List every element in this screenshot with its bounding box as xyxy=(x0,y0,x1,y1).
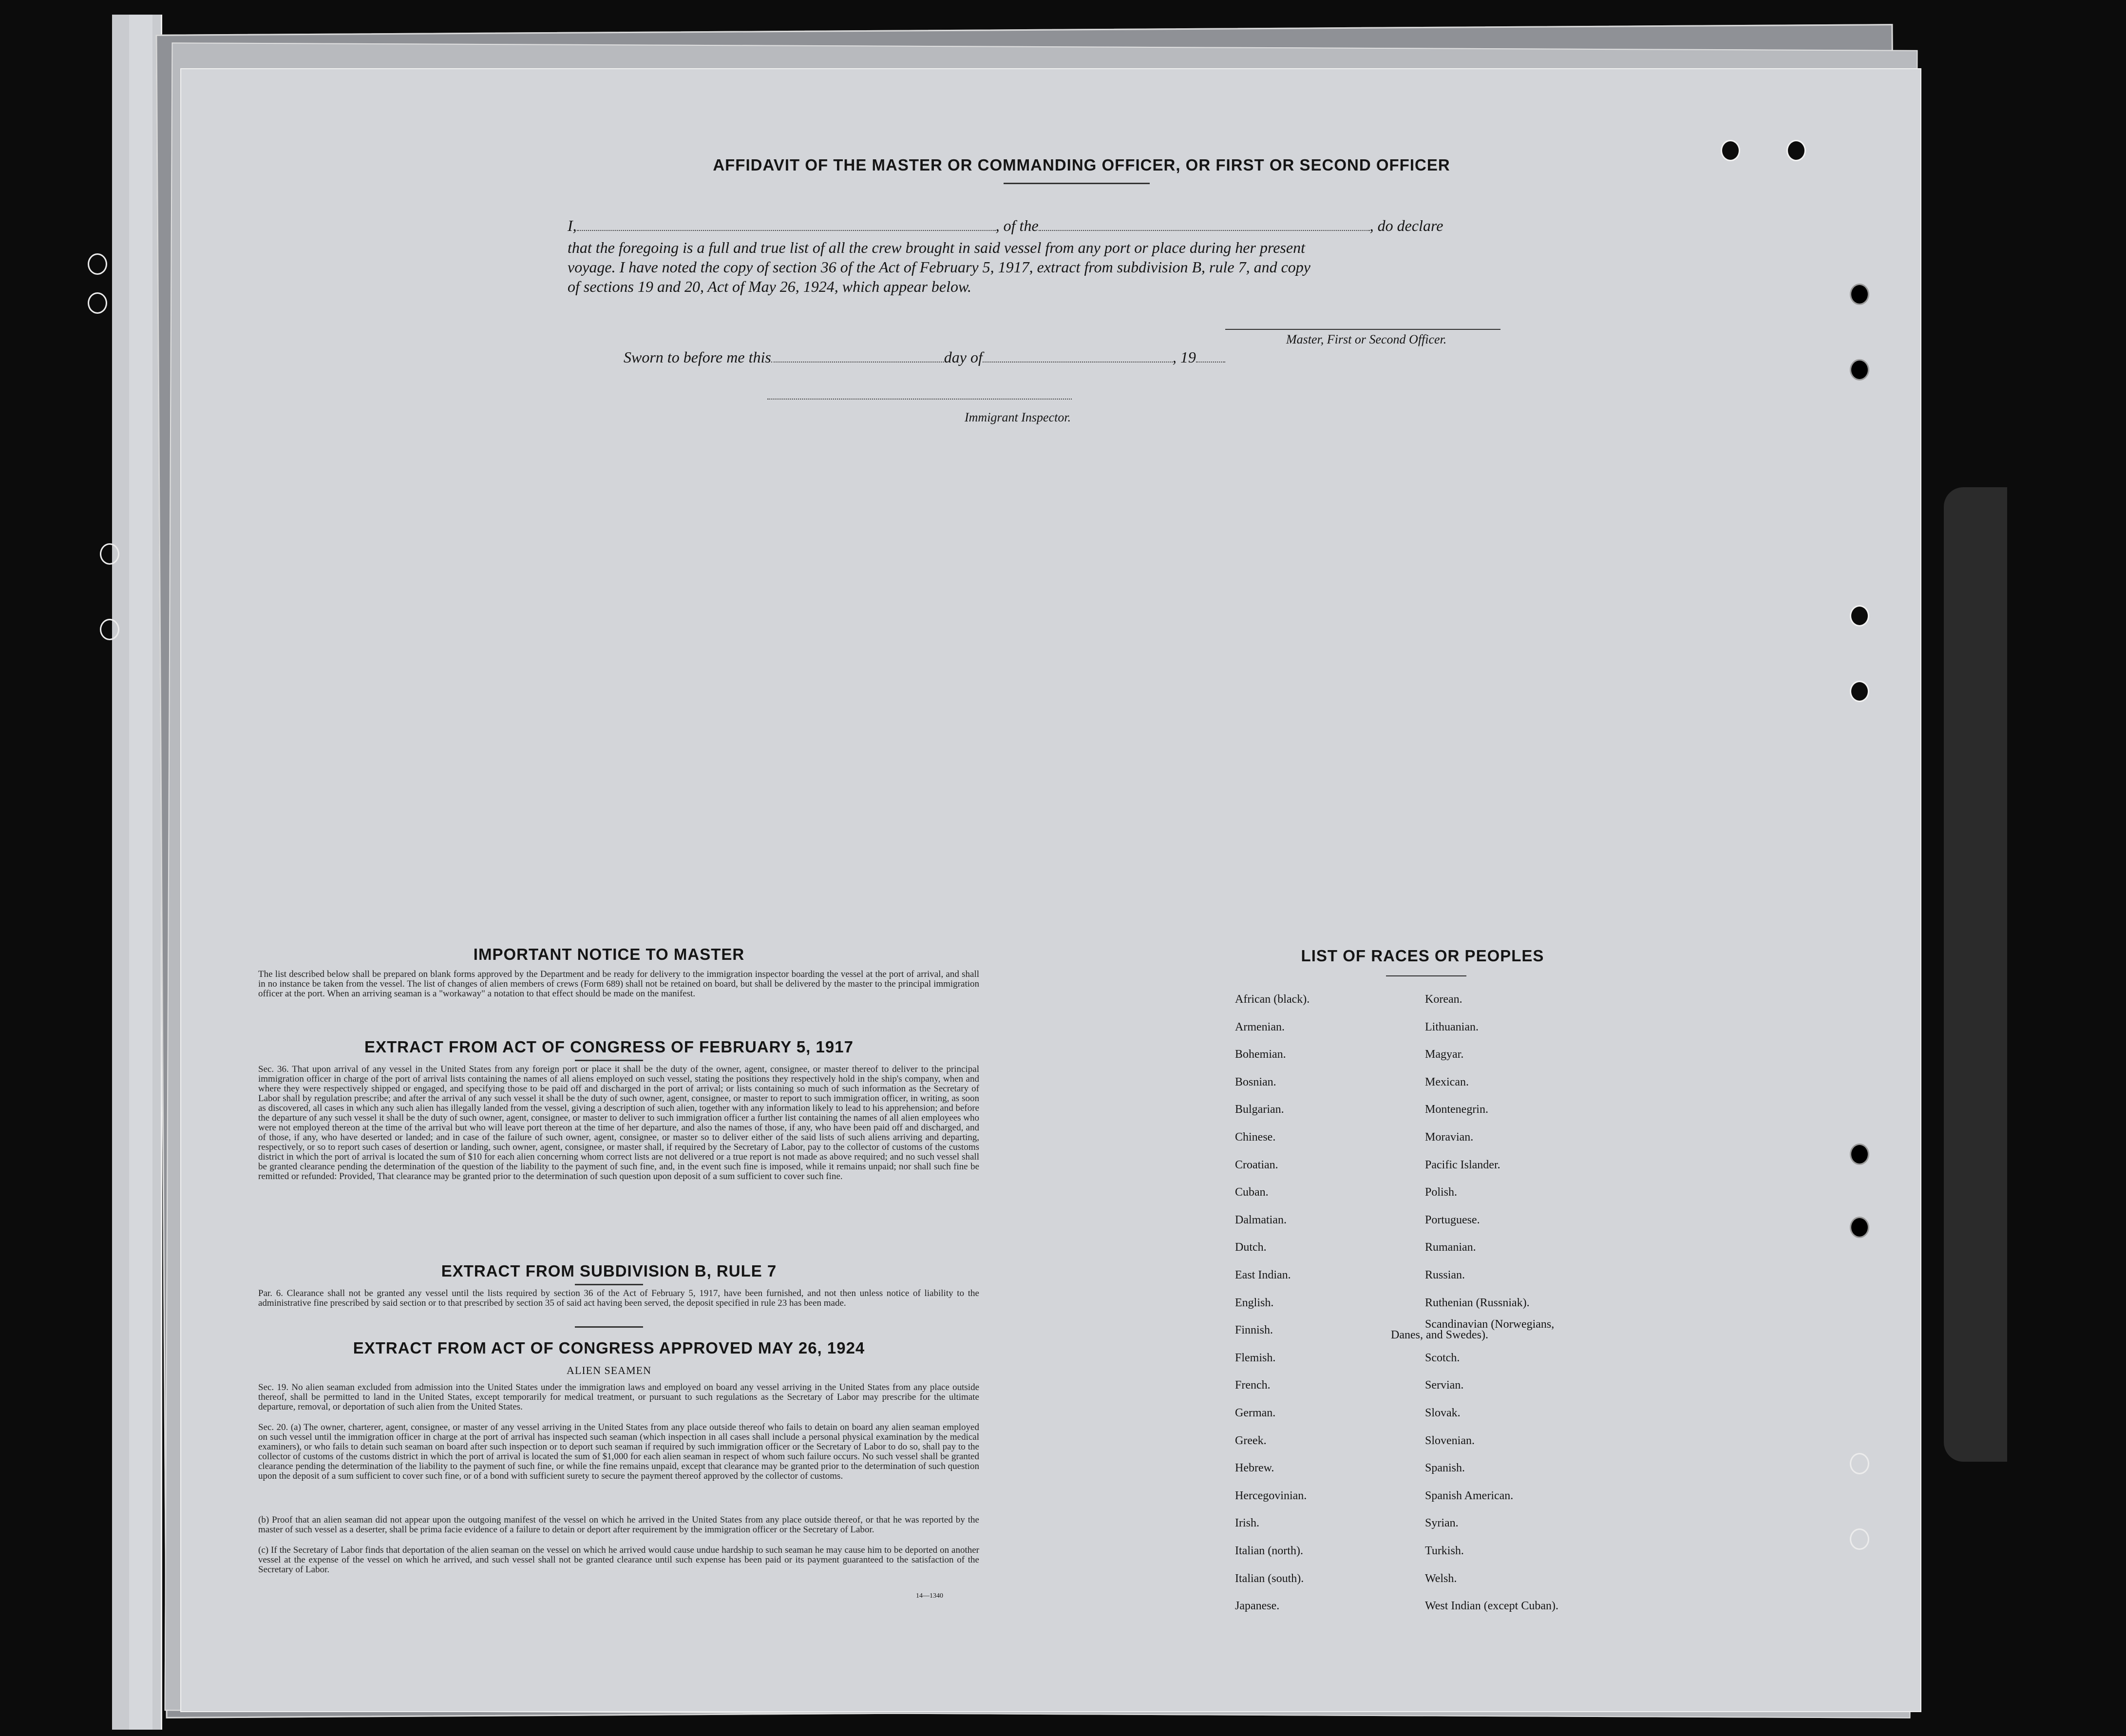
race-item: Rumanian. xyxy=(1425,1241,1476,1254)
vessel-blank xyxy=(1039,230,1370,231)
punch-hole xyxy=(1850,1144,1869,1165)
races-title: LIST OF RACES OR PEOPLES xyxy=(1301,947,1544,965)
race-item: Korean. xyxy=(1425,993,1462,1006)
sec-20b-text: (b) Proof that an alien seaman did not appear upon the outgoing manifest of the vessel on which he arrived in the United States from any place outside thereof, or that he was reported by the master of such vessel as a deserter, shall be prima facie evidence of a failure to detain or deport after requirement by the immigration officer or the Secretary of Labor. xyxy=(258,1515,979,1535)
race-item: Italian (north). xyxy=(1235,1545,1303,1557)
race-item: English. xyxy=(1235,1296,1274,1309)
affidavit-title: AFFIDAVIT OF THE MASTER OR COMMANDING OFFICER, OR FIRST OR SECOND OFFICER xyxy=(713,156,1450,174)
punch-hole xyxy=(1850,284,1869,305)
declaration-line-1 xyxy=(568,217,1443,235)
race-item: Chinese. xyxy=(1235,1131,1276,1144)
punch-hole xyxy=(1850,1453,1869,1474)
declaration-i: I, xyxy=(568,217,577,234)
race-item: Spanish American. xyxy=(1425,1489,1514,1502)
extract-1924-title: EXTRACT FROM ACT OF CONGRESS APPROVED MAY 26, 1924 xyxy=(353,1339,865,1357)
race-item: Spanish. xyxy=(1425,1462,1465,1475)
declaration-line-2: that the foregoing is a full and true list of all the crew brought in said vessel from any port or place during her present xyxy=(568,239,1305,256)
punch-hole xyxy=(1850,359,1869,381)
master-signature-line xyxy=(1225,329,1500,330)
declaration-line-3: voyage. I have noted the copy of section 36 of the Act of February 5, 1917, extract from subdivision B, rule 7, and copy xyxy=(568,258,1310,276)
sec-19-text: Sec. 19. No alien seaman excluded from admission into the United States under the immigration laws and employed on board any vessel arriving in the United States from any place outside thereof, shall be permitted to land in the United States, except temporarily for medical treatment, or pursuant to such regulations as the Secretary of Labor may prescribe for the ultimate departure, removal, or deportation of such alien from the United States. xyxy=(258,1383,979,1412)
punch-hole xyxy=(1850,605,1869,627)
race-item: Croatian. xyxy=(1235,1158,1278,1171)
alien-seamen-subtitle: ALIEN SEAMEN xyxy=(567,1364,651,1376)
race-item: Servian. xyxy=(1425,1379,1464,1392)
race-item: Bosnian. xyxy=(1235,1075,1276,1088)
name-blank xyxy=(577,230,996,231)
sec-20c-text: (c) If the Secretary of Labor finds that deportation of the alien seaman on the vessel on which he arrived would cause undue hardship to such seaman he may cause him to be deported on another vessel at the expense of the vessel on which he arrived, and such vessel shall not be granted clearance until such expense has been paid or its payment guaranteed to the satisfaction of the Secretary of Labor. xyxy=(258,1545,979,1575)
punch-hole xyxy=(1721,140,1740,161)
race-item: German. xyxy=(1235,1407,1276,1419)
race-item: French. xyxy=(1235,1379,1271,1392)
sworn-line xyxy=(624,348,1225,366)
race-item: Cuban. xyxy=(1235,1186,1269,1199)
race-item: West Indian (except Cuban). xyxy=(1425,1600,1558,1613)
race-item: East Indian. xyxy=(1235,1269,1291,1281)
year-prefix: , 19 xyxy=(1172,348,1196,366)
race-item: Lithuanian. xyxy=(1425,1020,1479,1033)
declaration-of-the: , of the xyxy=(995,217,1039,234)
punch-hole xyxy=(88,253,107,275)
subdivision-title: EXTRACT FROM SUBDIVISION B, RULE 7 xyxy=(441,1262,777,1280)
race-item: Bulgarian. xyxy=(1235,1103,1284,1116)
race-item: Ruthenian (Russniak). xyxy=(1425,1296,1530,1309)
races-title-underline xyxy=(1386,975,1466,976)
sec-20a-text: Sec. 20. (a) The owner, charterer, agent, consignee, or master of any vessel arriving in the United States from any place outside thereof who fails to detain on board any alien seaman employed on such vessel until the immigration officer in charge at the port of arrival has inspected such seaman (which inspection in all cases shall include a personal physical examination by the medical examiners), or who fails to detain such seaman on board after such inspection or to deport such seaman if required by such immigration officer or the Secretary of Labor to do so, shall pay to the collector of customs of the customs district in which the port of arrival is located the sum of $1,000 for each alien seaman in respect of whom such failure occurs. No such vessel shall be granted clearance pending the determination of the liability to the payment of such fine, or while the fine remains unpaid, except that clearance may be granted prior to the determination of such question upon the deposit of a sum sufficient to cover such fine, or of a bond with sufficient surety to secure the payment thereof approved by the collector of customs. xyxy=(258,1423,979,1481)
race-item: Welsh. xyxy=(1425,1572,1457,1585)
punch-hole xyxy=(1850,1217,1869,1238)
declaration-do-declare: , do declare xyxy=(1369,217,1443,234)
race-item: Scotch. xyxy=(1425,1351,1460,1364)
race-item: Pacific Islander. xyxy=(1425,1158,1500,1171)
race-item: Syrian. xyxy=(1425,1517,1459,1530)
punch-hole xyxy=(100,543,119,565)
extract-1917-text: Sec. 36. That upon arrival of any vessel in the United States from any foreign port or place it shall be the duty of the owner, agent, consignee, or master thereof to deliver to the principal immigration officer in charge of the port of arrival lists containing the names of all aliens employed on such vessel, stating the positions they respectively hold in the ship's company, when and where they were respectively shipped or engaged, and specifying those to be paid off and discharged in the port of arrival; or lists containing so much of such information as the Secretary of Labor shall by regulation prescribe; and after the arrival of any such vessel it shall be the duty of such owner, agent, consignee, or master to report to such immigration officer, in writing, as soon as discovered, all cases in which any such alien has illegally landed from the vessel, giving a description of such alien, together with any information likely to lead to his apprehension; and before the departure of any such vessel it shall be the duty of such owner, agent, consignee, or master to deliver to such immigration officer a further list containing the names of all alien employees who were not employed thereon at the time of the arrival but who will leave port thereon at the time of her departure, and also the names of those, if any, who have been paid off and discharged, and of those, if any, who have deserted or landed; and in case of the failure of such owner, agent, consignee, or master so to deliver either of the said lists of such aliens arriving and departing, respectively, or so to report such cases of desertion or landing, such owner, agent, consignee, or master shall, if required by the Secretary of Labor, pay to the collector of customs of the customs district in which the port of arrival is located the sum of $10 for each alien concerning whom correct lists are not delivered or a true report is not made as above required; and no such vessel shall be granted clearance pending the determination of the question of the liability to the payment of such fine, and, in the event such fine is imposed, while it remains unpaid; nor shall such fine be remitted or refunded: Provided, That clearance may be granted prior to the determination of such question upon deposit of a sum sufficient to cover such fine. xyxy=(258,1065,979,1182)
race-item: Portuguese. xyxy=(1425,1213,1480,1226)
race-item: Mexican. xyxy=(1425,1075,1469,1088)
day-of-text: day of xyxy=(944,348,983,366)
notice-title: IMPORTANT NOTICE TO MASTER xyxy=(473,945,745,963)
race-item: Russian. xyxy=(1425,1269,1465,1281)
title-underline xyxy=(1004,183,1150,184)
race-item: Slovak. xyxy=(1425,1407,1461,1419)
master-signature-label: Master, First or Second Officer. xyxy=(1286,332,1447,346)
underlying-sheet-edge-inner xyxy=(129,15,152,1730)
race-item: Armenian. xyxy=(1235,1020,1285,1033)
inspector-signature-label: Immigrant Inspector. xyxy=(965,410,1071,424)
race-item-continuation: Danes, and Swedes). xyxy=(1391,1329,1488,1341)
race-item: Japanese. xyxy=(1235,1600,1280,1613)
binder-strap xyxy=(1944,487,2007,1462)
race-item: Magyar. xyxy=(1425,1048,1464,1061)
race-item: Polish. xyxy=(1425,1186,1458,1199)
race-item: Hercegovinian. xyxy=(1235,1489,1307,1502)
race-item: Dalmatian. xyxy=(1235,1213,1287,1226)
extract-1917-title: EXTRACT FROM ACT OF CONGRESS OF FEBRUARY 5, 1917 xyxy=(364,1038,854,1056)
race-item: Italian (south). xyxy=(1235,1572,1304,1585)
race-item: Dutch. xyxy=(1235,1241,1267,1254)
subdivision-text: Par. 6. Clearance shall not be granted any vessel until the lists required by section 36 of the Act of February 5, 1917, have been furnished, and not then unless notice of liability to the administrative fine prescribed by said section or to that prescribed by section 35 of said act having been served, the deposit specified in rule 23 has been made. xyxy=(258,1289,979,1308)
race-item: Irish. xyxy=(1235,1517,1259,1530)
punch-hole xyxy=(1850,681,1869,702)
punch-hole xyxy=(88,292,107,314)
inspector-signature-line xyxy=(767,399,1072,400)
section-divider xyxy=(575,1326,643,1328)
race-item: African (black). xyxy=(1235,993,1310,1006)
race-item: Hebrew. xyxy=(1235,1462,1274,1475)
sworn-text: Sworn to before me this xyxy=(624,348,771,366)
race-item: Turkish. xyxy=(1425,1545,1464,1557)
punch-hole xyxy=(1850,1528,1869,1550)
form-number: 14—1340 xyxy=(916,1592,943,1600)
race-item: Bohemian. xyxy=(1235,1048,1286,1061)
race-item: Moravian. xyxy=(1425,1131,1474,1144)
punch-hole xyxy=(1786,140,1806,161)
punch-hole xyxy=(100,619,119,640)
section-divider xyxy=(575,1284,643,1285)
section-divider xyxy=(575,1060,643,1061)
race-item: Scandinavian (Norwegians, xyxy=(1425,1318,1555,1331)
race-item: Finnish. xyxy=(1235,1324,1273,1337)
declaration-line-4: of sections 19 and 20, Act of May 26, 1924, which appear below. xyxy=(568,278,971,295)
race-item: Greek. xyxy=(1235,1434,1267,1447)
race-item: Slovenian. xyxy=(1425,1434,1475,1447)
race-item: Montenegrin. xyxy=(1425,1103,1488,1116)
race-item: Flemish. xyxy=(1235,1351,1276,1364)
notice-text: The list described below shall be prepared on blank forms approved by the Department and be ready for delivery to the immigration inspector boarding the vessel at the port of arrival, and shall in no instance be taken from the vessel. The list of changes of alien members of crews (Form 689) shall not be retained on board, but shall be delivered by the master to the principal immigration officer at the port. When an arriving seaman is a "workaway" a notation to that effect should be made on the manifest. xyxy=(258,970,979,999)
